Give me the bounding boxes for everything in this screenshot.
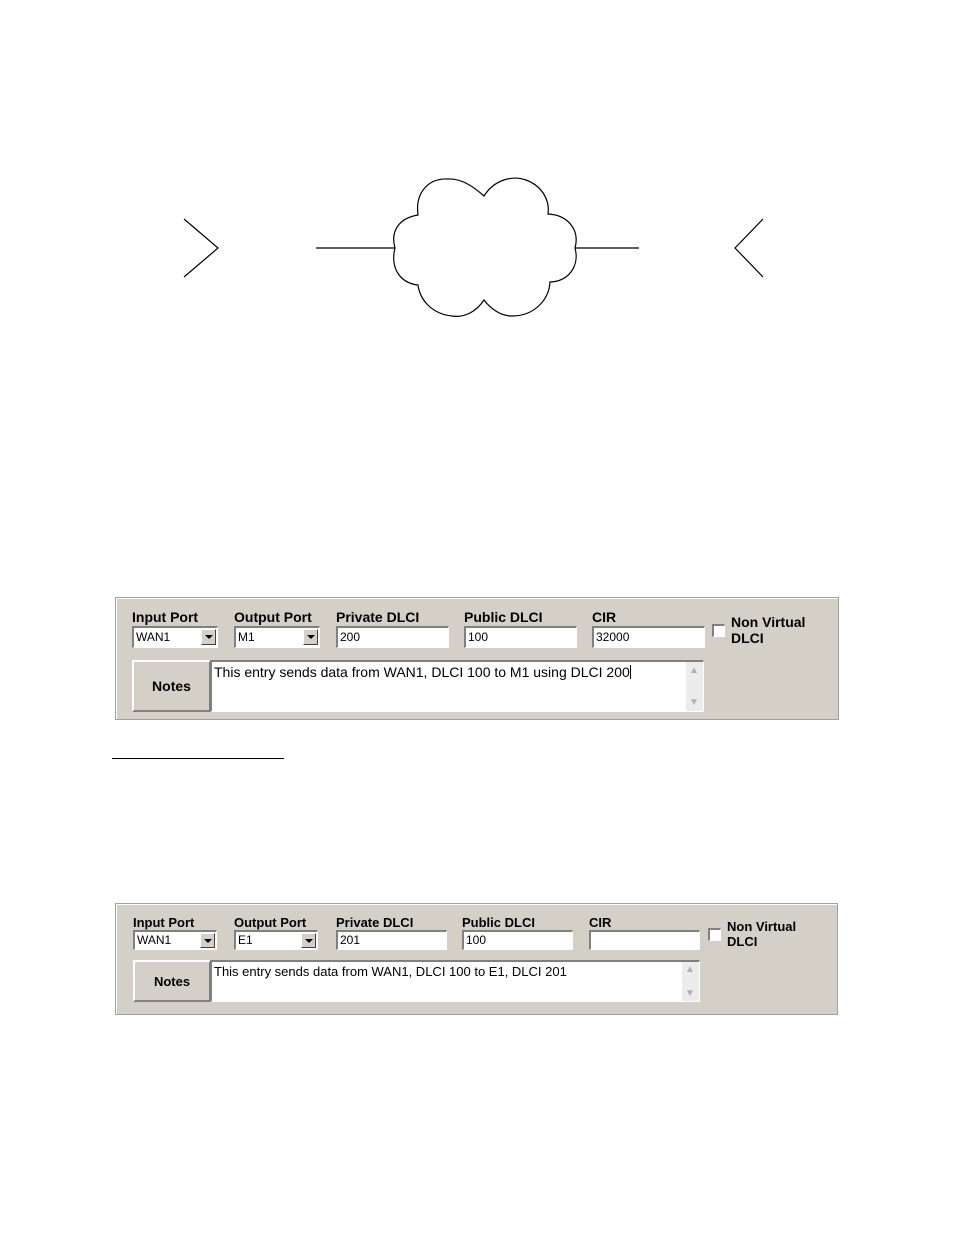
- input-port-select[interactable]: [132, 626, 218, 648]
- scroll-up-arrow-icon[interactable]: ▲: [685, 964, 695, 975]
- output-port-value: M1: [238, 630, 255, 644]
- private-dlci-input[interactable]: 200: [336, 626, 449, 648]
- notes-button[interactable]: Notes: [133, 960, 211, 1002]
- scroll-down-arrow-icon[interactable]: ▼: [689, 697, 699, 708]
- input-port-label: Input Port: [133, 915, 195, 930]
- notes-textarea[interactable]: [210, 960, 700, 1002]
- notes-button[interactable]: Notes: [132, 660, 211, 712]
- cir-label: CIR: [592, 609, 617, 625]
- notes-scrollbar[interactable]: [686, 662, 703, 711]
- input-port-value: WAN1: [136, 630, 171, 644]
- output-port-select[interactable]: [234, 626, 320, 648]
- public-dlci-input[interactable]: 100: [464, 626, 577, 648]
- non-virtual-dlci-label: Non Virtual DLCI: [727, 919, 797, 949]
- network-diagram: [0, 0, 954, 340]
- notes-scrollbar[interactable]: [682, 962, 699, 1001]
- input-port-value: WAN1: [137, 933, 172, 947]
- chevron-down-icon[interactable]: [303, 629, 318, 645]
- non-virtual-dlci-checkbox[interactable]: [708, 928, 721, 941]
- cir-input[interactable]: 32000: [592, 626, 705, 648]
- scroll-up-arrow-icon[interactable]: ▲: [689, 665, 699, 676]
- notes-textarea[interactable]: [210, 660, 704, 712]
- chevron-left-icon: [735, 219, 763, 277]
- input-port-label: Input Port: [132, 609, 199, 625]
- output-port-value: E1: [238, 933, 253, 947]
- notes-text: This entry sends data from WAN1, DLCI 100 to E1, DLCI 201: [214, 964, 567, 979]
- private-dlci-input[interactable]: 201: [336, 930, 447, 950]
- output-port-select[interactable]: [234, 930, 318, 950]
- public-dlci-label: Public DLCI: [464, 609, 543, 625]
- notes-text: This entry sends data from WAN1, DLCI 100 to M1 using DLCI 200: [214, 664, 630, 680]
- private-dlci-label: Private DLCI: [336, 915, 414, 930]
- public-dlci-label: Public DLCI: [462, 915, 535, 930]
- output-port-label: Output Port: [234, 915, 307, 930]
- chevron-down-icon[interactable]: [301, 933, 316, 948]
- cir-label: CIR: [589, 915, 612, 930]
- scroll-down-arrow-icon[interactable]: ▼: [685, 988, 695, 999]
- non-virtual-dlci-checkbox[interactable]: [712, 624, 725, 637]
- chevron-down-icon[interactable]: [201, 629, 216, 645]
- dlci-entry-form-2: [115, 903, 838, 1015]
- chevron-down-icon[interactable]: [200, 933, 215, 948]
- network-cloud-icon: [394, 178, 576, 316]
- input-port-select[interactable]: [133, 930, 217, 950]
- dlci-entry-form-1: [115, 597, 839, 720]
- public-dlci-input[interactable]: 100: [462, 930, 573, 950]
- private-dlci-label: Private DLCI: [336, 609, 420, 625]
- non-virtual-dlci-label: Non Virtual DLCI: [731, 614, 806, 646]
- output-port-label: Output Port: [234, 609, 312, 625]
- text-caret: [630, 665, 631, 679]
- cir-input[interactable]: [589, 930, 700, 950]
- chevron-right-icon: [184, 219, 218, 277]
- underline-rule: [112, 758, 284, 759]
